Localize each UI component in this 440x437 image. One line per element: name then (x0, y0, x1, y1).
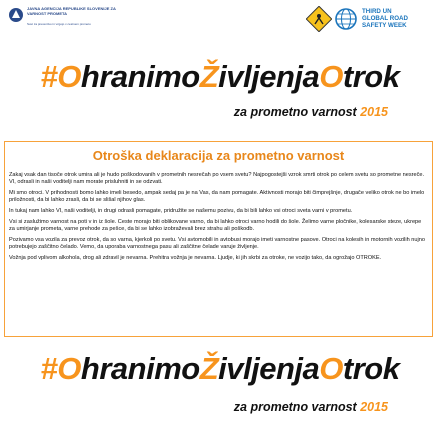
declaration-paragraph: Vsi si zaslužimo varnost na poti v in iz šole. Ceste morajo biti oblikovane varno, da bi lahko otroci varno hodili do šole. Želimo varne pločnike, kolesarske steze, ukrepe za umirjanje prometa, varne prehode za pešce, da bi se lahko izobraževali brez strahu ali poškodb. (9, 218, 422, 232)
declaration-title: Otroška deklaracija za prometno varnost (92, 148, 345, 163)
subtitle-top (234, 105, 388, 119)
subtitle-text: za prometno varnost (233, 400, 357, 414)
hashtag-letter-o: O (57, 59, 81, 94)
declaration-paragraph: Zakaj vsak dan tisoče otrok umira ali je hudo poškodovanih v prometnih nesrečah po vsem svetu? Najpogostejši vzrok smrti otrok po celem svetu so prometne nesreče. VI, odrasli in naši voditelji nam morate prisluhniti in se odzvati. (9, 172, 425, 186)
subtitle-year: 2015 (360, 105, 388, 119)
hashtag-title (0, 352, 440, 386)
hashtag-letter-z: Ž (199, 59, 219, 94)
hashtag-word: ivljenja (218, 59, 320, 94)
subtitle-text: za prometno varnost (233, 105, 357, 119)
hashtag-bottom (0, 352, 440, 386)
agency-logo-icon (8, 6, 24, 26)
hash-symbol: # (40, 59, 58, 94)
hashtag-word: hranimo (80, 59, 200, 94)
declaration-paragraph: Vožnja pod vplivom alkohola, drog ali zdravil je nevarna. Prehitra vožnja je nevarna. Ljudje, ki jih skrbi za otroke, ne vozijo tako, da ogrožajo OTROKE. (9, 254, 382, 261)
hashtag-letter-o: O (319, 351, 343, 386)
hashtag-letter-o: O (319, 59, 343, 94)
declaration-paragraph: Mi smo otroci. V prihodnosti bomo lahko imeli besedo, ampak sedaj pa je na Vas, da nam pomagate. Aktivnosti morajo biti čimprejšnje, drugače veliko otrok ne bo imelo priložnosti, da bi lahko zrasli, da bi se slišal njihov glas. (9, 190, 425, 204)
un-line-3: SAFETY WEEK (362, 22, 407, 29)
hash-symbol: # (40, 351, 58, 386)
un-week-title (362, 8, 408, 29)
declaration-paragraph: In tukaj nam lahko VI, naši voditelji, in drugi odrasli pomagate, pridružite se našemu pozivu, da bi bili lahko vsi otroci sveta varni v prometu. (9, 208, 353, 214)
un-globe-icon (334, 7, 358, 31)
agency-subtitle: Svet za preventivo in vzgojo v cestnem prometu (27, 22, 91, 26)
hashtag-title (0, 60, 440, 94)
agency-logo-block (8, 6, 128, 36)
hashtag-letter-z: Ž (199, 351, 219, 386)
declaration-paragraph: Pozivamo vsa vozila za prevoz otrok, da so varna, kjerkoli po svetu. Vsi avtomobili in avtobusi morajo imeti varnostne pasove. Otroci na kolesih in motornih vozilih nujno potrebujejo zaščitno čelado. Vemo, da uporaba varnostnega pasu ali zaščitne čelade varuje življenje. (9, 236, 425, 250)
un-line-2: GLOBAL ROAD (362, 15, 408, 22)
hashtag-word: hranimo (80, 351, 200, 386)
declaration-body (9, 172, 427, 266)
hashtag-letter-o: O (57, 351, 81, 386)
subtitle-bottom (234, 400, 388, 414)
hashtag-word: trok (342, 59, 400, 94)
road-sign-icon (306, 6, 332, 32)
declaration-panel (4, 141, 433, 337)
hashtag-top (0, 60, 440, 94)
agency-name: JAVNA AGENCIJA REPUBLIKE SLOVENIJE ZA VARNOST PROMETA (27, 6, 116, 16)
hashtag-word: trok (342, 351, 400, 386)
hashtag-word: ivljenja (218, 351, 320, 386)
subtitle-year: 2015 (360, 400, 388, 414)
un-road-safety-block (306, 4, 436, 34)
un-line-1: THIRD UN (362, 8, 392, 15)
header (0, 0, 440, 46)
